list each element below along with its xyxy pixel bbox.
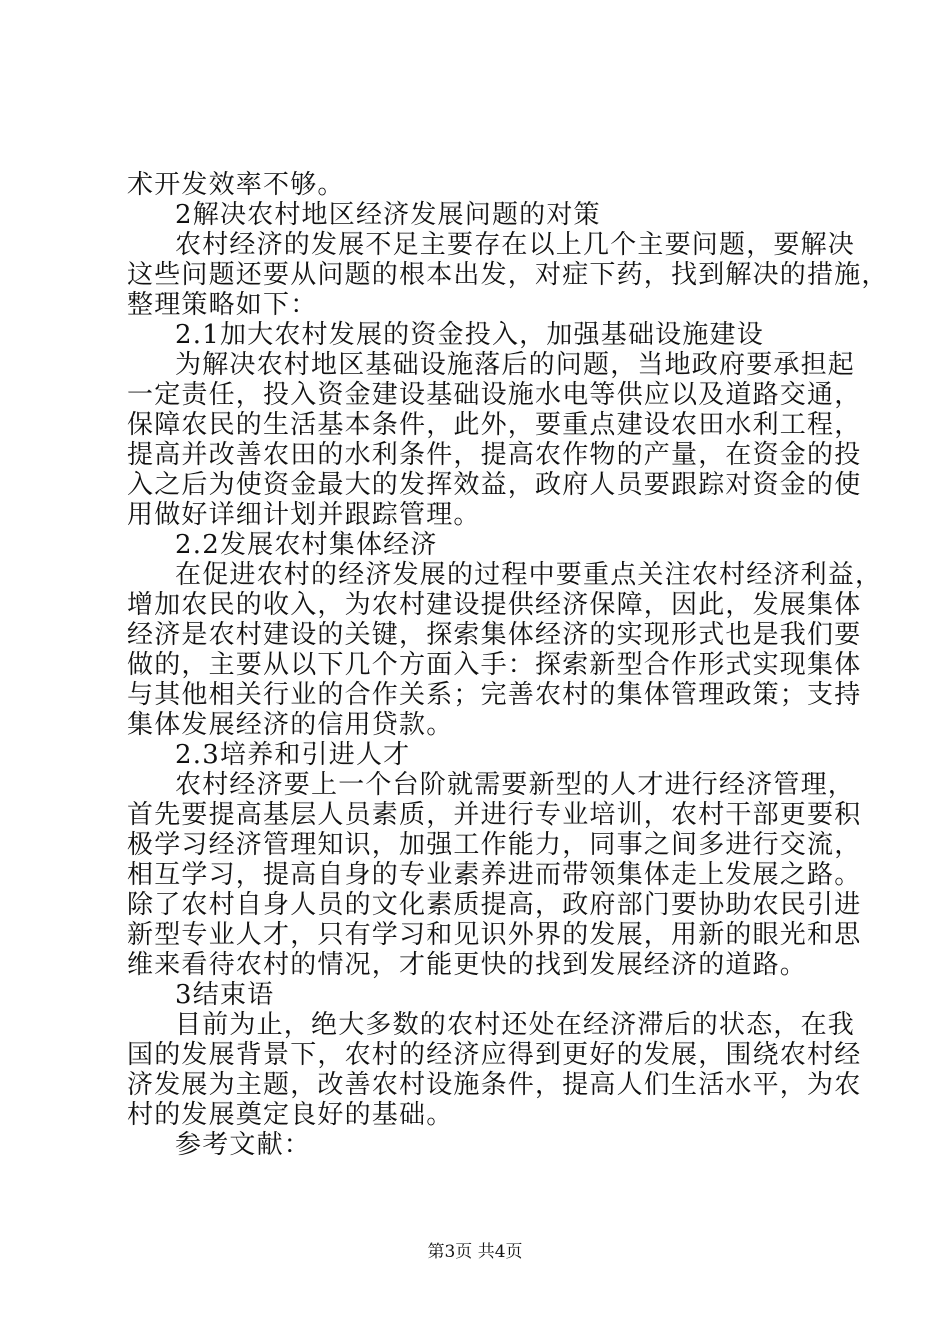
text-line: 极学习经济管理知识，加强工作能力，同事之间多进行交流， bbox=[127, 830, 862, 860]
text-line: 目前为止，绝大多数的农村还处在经济滞后的状态，在我 bbox=[175, 1010, 856, 1040]
text-line: 术开发效率不够。 bbox=[127, 170, 345, 200]
text-line: 入之后为使资金最大的发挥效益，政府人员要跟踪对资金的使 bbox=[127, 470, 862, 500]
section-heading: 2解决农村地区经济发展问题的对策 bbox=[175, 200, 601, 230]
text-line: 用做好详细计划并跟踪管理。 bbox=[127, 500, 481, 530]
text-line: 首先要提高基层人员素质，并进行专业培训，农村干部更要积 bbox=[127, 800, 862, 830]
section-heading: 3结束语 bbox=[175, 980, 275, 1010]
subsection-heading: 2.1加大农村发展的资金投入，加强基础设施建设 bbox=[175, 320, 764, 350]
text-line: 农村经济的发展不足主要存在以上几个主要问题，要解决 bbox=[175, 230, 856, 260]
document-body bbox=[127, 170, 889, 1160]
subsection-heading: 2.3培养和引进人才 bbox=[175, 740, 411, 770]
text-line: 做的，主要从以下几个方面入手：探索新型合作形式实现集体 bbox=[127, 650, 862, 680]
text-line: 集体发展经济的信用贷款。 bbox=[127, 710, 454, 740]
text-line: 一定责任，投入资金建设基础设施水电等供应以及道路交通， bbox=[127, 380, 862, 410]
text-line: 经济是农村建设的关键，探索集体经济的实现形式也是我们要 bbox=[127, 620, 862, 650]
text-line: 整理策略如下： bbox=[127, 290, 318, 320]
references-heading: 参考文献： bbox=[175, 1130, 312, 1160]
text-line: 增加农民的收入，为农村建设提供经济保障，因此，发展集体 bbox=[127, 590, 862, 620]
page-number: 第3页 共4页 bbox=[427, 1242, 523, 1262]
text-line: 济发展为主题，改善农村设施条件，提高人们生活水平，为农 bbox=[127, 1070, 862, 1100]
text-line: 为解决农村地区基础设施落后的问题，当地政府要承担起 bbox=[175, 350, 856, 380]
text-line: 村的发展奠定良好的基础。 bbox=[127, 1100, 454, 1130]
text-line: 这些问题还要从问题的根本出发，对症下药，找到解决的措施， bbox=[127, 260, 889, 290]
text-line: 农村经济要上一个台阶就需要新型的人才进行经济管理， bbox=[175, 770, 856, 800]
text-line: 新型专业人才，只有学习和见识外界的发展，用新的眼光和思 bbox=[127, 920, 862, 950]
text-line: 保障农民的生活基本条件，此外，要重点建设农田水利工程， bbox=[127, 410, 862, 440]
text-line: 国的发展背景下，农村的经济应得到更好的发展，围绕农村经 bbox=[127, 1040, 862, 1070]
text-line: 提高并改善农田的水利条件，提高农作物的产量，在资金的投 bbox=[127, 440, 862, 470]
text-line: 与其他相关行业的合作关系；完善农村的集体管理政策；支持 bbox=[127, 680, 862, 710]
text-line: 在促进农村的经济发展的过程中要重点关注农村经济利益， bbox=[175, 560, 883, 590]
page-footer bbox=[0, 1241, 950, 1263]
text-line: 除了农村自身人员的文化素质提高，政府部门要协助农民引进 bbox=[127, 890, 862, 920]
text-line: 相互学习，提高自身的专业素养进而带领集体走上发展之路。 bbox=[127, 860, 862, 890]
subsection-heading: 2.2发展农村集体经济 bbox=[175, 530, 438, 560]
text-line: 维来看待农村的情况，才能更快的找到发展经济的道路。 bbox=[127, 950, 808, 980]
